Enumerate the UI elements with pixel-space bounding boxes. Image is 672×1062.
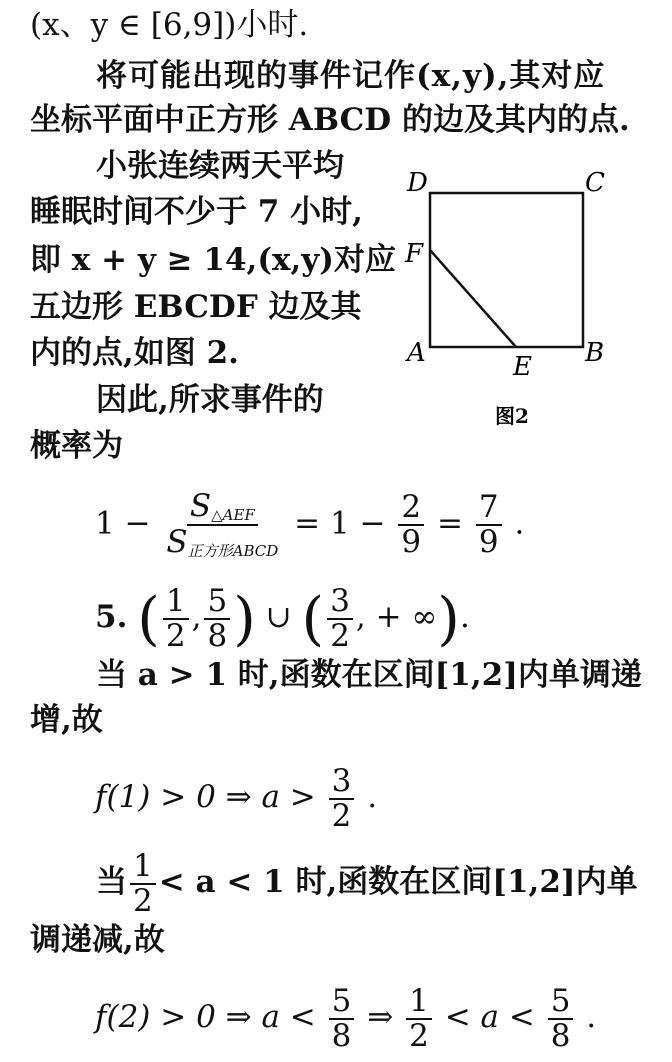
fraction-part: 5 (329, 985, 355, 1020)
text-line: (x、y ∈ [6,9])小时. (30, 7, 309, 43)
eq-text: △AEF (211, 506, 255, 524)
fraction (398, 491, 424, 558)
eq-text: = 1 − (294, 505, 386, 542)
fraction-part: 3 (327, 585, 353, 620)
fraction-part: 2 (133, 882, 153, 919)
text-line (96, 850, 638, 917)
eq-text: < a < 1 时,函数在区间[1,2]内单 (158, 864, 638, 901)
text-line: 五边形 EBCDF 边及其 (30, 289, 362, 325)
fraction-part (187, 490, 258, 526)
parenthesis: ) (437, 584, 460, 653)
fraction-part: 5 (204, 585, 230, 620)
fraction-part: 2 (398, 491, 424, 526)
eq-text: S (189, 488, 212, 524)
fraction-part: 2 (165, 617, 186, 654)
fraction-part: 2 (409, 1017, 429, 1054)
eq-text: 正方形ABCD (187, 541, 279, 560)
fraction-part: 9 (401, 523, 422, 560)
text-line: 因此,所求事件的 (96, 382, 324, 418)
fraction-part: 2 (330, 617, 350, 654)
fraction-part: 9 (478, 523, 499, 560)
fraction (130, 850, 156, 917)
fraction-part: 1 (130, 850, 156, 885)
parenthesis: ) (233, 584, 256, 653)
fraction (476, 491, 502, 558)
eq-text: f(1) > 0 ⇒ a > (95, 779, 316, 816)
fraction (204, 585, 230, 652)
label-e: E (513, 352, 532, 382)
question-number: 5. (95, 599, 128, 636)
text-line: 概率为 (30, 428, 123, 464)
label-a: A (407, 338, 426, 368)
eq-text: < a < (444, 999, 535, 1036)
fraction-part: 2 (331, 797, 352, 834)
text-line: 小张连续两天平均 (96, 148, 344, 184)
text-line: 增,故 (30, 702, 103, 738)
text-line: 内的点,如图 2. (30, 335, 239, 371)
equation-f1 (95, 765, 377, 832)
eq-text: . (367, 779, 378, 816)
label-b: B (585, 338, 605, 368)
answer-5: 5. ( $\frac{1}{2}$ , $\frac{5}{8}$ ) ∪ ( $\frac{3}{2}$ , + ∞). (95, 583, 470, 654)
parenthesis: ( (137, 584, 160, 653)
eq-text: ∪ (265, 599, 292, 636)
fraction-part: 8 (550, 1017, 571, 1054)
eq-text: , + ∞ (355, 599, 438, 636)
text-line: 即 x + y ≥ 14,(x,y)对应 (30, 242, 396, 278)
eq-text: S (166, 523, 188, 560)
eq-text: . (586, 999, 597, 1036)
fraction (406, 985, 432, 1052)
square-abcd (430, 193, 583, 347)
fraction-part: 1 (406, 985, 432, 1020)
text-line: 当 a > 1 时,函数在区间[1,2]内单调递 (96, 657, 642, 693)
text-line: 调递减,故 (30, 922, 165, 958)
eq-text: . (459, 599, 470, 636)
text-line: 将可能出现的事件记作(x,y),其对应 (96, 58, 606, 94)
fraction (329, 765, 355, 832)
eq-text: f(2) > 0 ⇒ a < (95, 999, 316, 1036)
text-line: 坐标平面中正方形 ABCD 的边及其内的点. (30, 102, 630, 138)
segment-fe (430, 250, 516, 347)
fraction-part: 1 (163, 585, 189, 620)
fraction (163, 490, 281, 560)
fraction-part (163, 523, 281, 560)
eq-text: = (437, 505, 463, 542)
figure-2 (395, 165, 635, 439)
fraction-part: 8 (207, 617, 228, 654)
label-c: C (585, 168, 605, 198)
eq-text: 当 (96, 864, 127, 901)
figure-caption: 图2 (495, 404, 529, 428)
fraction-part: 7 (476, 491, 502, 526)
square-diagram (395, 165, 635, 435)
eq-text: 1 − (95, 505, 151, 542)
label-d: D (407, 168, 428, 198)
fraction (548, 985, 574, 1052)
fraction (329, 985, 355, 1052)
equation-f2 (95, 985, 596, 1052)
probability-equation (95, 490, 524, 560)
text-line: 睡眠时间不少于 7 小时, (30, 194, 363, 230)
fraction (327, 585, 353, 652)
fraction-part: 3 (329, 765, 355, 800)
fraction-part: 8 (331, 1017, 352, 1054)
fraction-part: 5 (548, 985, 574, 1020)
fraction (163, 585, 189, 652)
eq-text: . (514, 505, 525, 542)
eq-text: ⇒ (367, 999, 394, 1036)
label-f: F (405, 239, 424, 269)
parenthesis: ( (301, 584, 325, 653)
